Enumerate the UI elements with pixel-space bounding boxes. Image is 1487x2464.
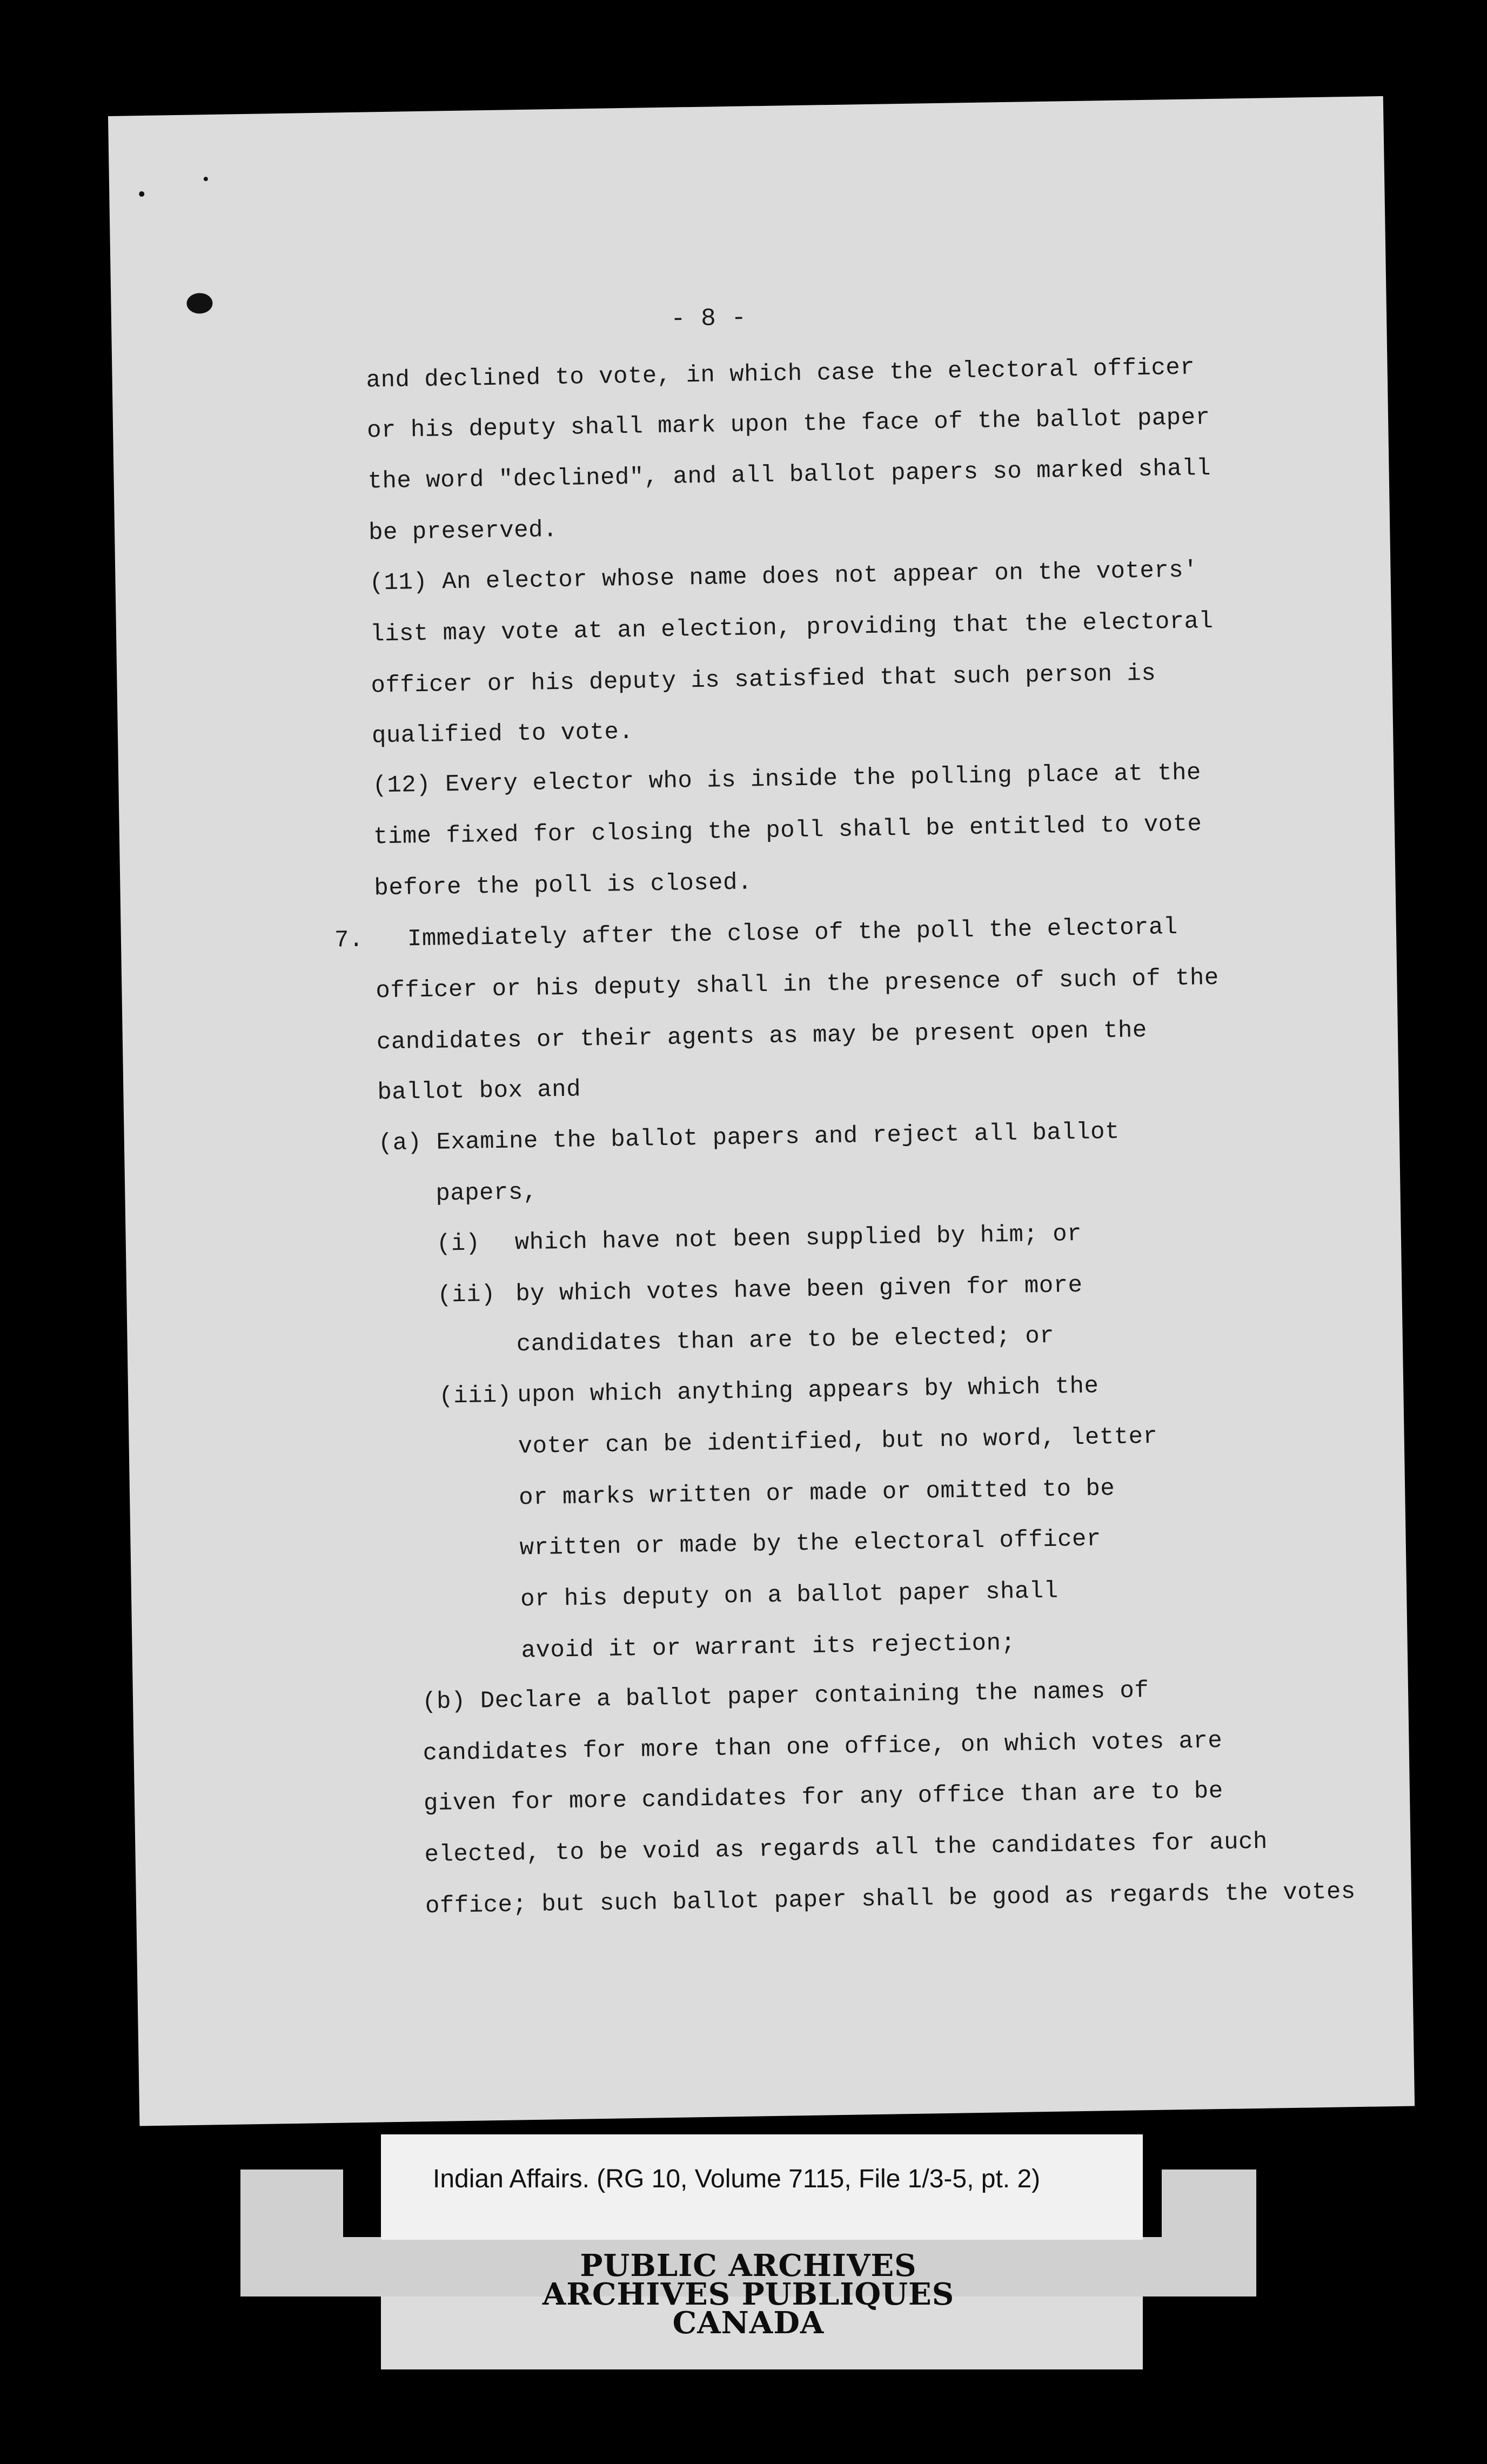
text-line: time fixed for closing the poll shall be entitled to vote <box>373 811 1202 851</box>
stamp-line: ARCHIVES PUBLIQUES <box>542 2276 955 2312</box>
typed-document-page <box>108 96 1415 2126</box>
text-line: qualified to vote. <box>371 718 634 750</box>
text-line: given for more candidates for any office than are to be <box>423 1777 1224 1818</box>
text-line: office; but such ballot paper shall be good as regards the votes <box>425 1878 1356 1920</box>
section-number: 7. <box>334 926 364 954</box>
item-marker: (i) <box>436 1230 480 1258</box>
text-line: papers, <box>436 1179 538 1208</box>
text-line: or his deputy shall mark upon the face of the ballot paper <box>366 404 1210 445</box>
ink-speck <box>139 191 144 197</box>
text-line: candidates than are to be elected; or <box>516 1322 1055 1358</box>
ink-speck <box>186 293 213 314</box>
text-line: candidates for more than one office, on which votes are <box>423 1727 1223 1767</box>
text-line: upon which anything appears by which the <box>517 1372 1099 1409</box>
stamp-notch <box>343 2170 381 2237</box>
text-line: be preserved. <box>368 517 558 547</box>
text-line: which have not been supplied by him; or <box>514 1220 1082 1257</box>
page-number: - 8 - <box>670 304 747 333</box>
text-line: (a) Examine the ballot papers and reject all ballot <box>378 1118 1120 1157</box>
text-line: before the poll is closed. <box>374 869 753 902</box>
text-line: officer or his deputy shall in the presence of such of the <box>376 964 1220 1005</box>
text-line: ballot box and <box>377 1076 581 1107</box>
archive-reference: Indian Affairs. (RG 10, Volume 7115, File 1/3-5, pt. 2) <box>433 2165 1041 2193</box>
text-line: candidates or their agents as may be present open the <box>376 1017 1148 1056</box>
text-line: by which votes have been given for more <box>515 1271 1083 1308</box>
text-line: (12) Every elector who is inside the polling place at the <box>372 759 1202 800</box>
text-line: written or made by the electoral officer <box>519 1525 1102 1562</box>
text-line: and declined to vote, in which case the electoral officer <box>366 354 1195 394</box>
text-line: or marks written or made or omitted to be <box>518 1475 1115 1512</box>
stamp-notch <box>1143 2170 1162 2237</box>
text-line: list may vote at an election, providing that the electoral <box>370 607 1214 648</box>
text-line: voter can be identified, but no word, letter <box>518 1423 1158 1461</box>
text-line: elected, to be void as regards all the candidates for auch <box>424 1828 1268 1869</box>
item-marker: (ii) <box>437 1281 496 1309</box>
text-line: or his deputy on a ballot paper shall <box>520 1577 1059 1613</box>
text-line: officer or his deputy is satisfied that such person is <box>371 660 1156 700</box>
stamp-line: PUBLIC ARCHIVES <box>580 2248 917 2284</box>
text-line: Immediately after the close of the poll the electoral <box>407 914 1178 953</box>
archive-reference-label <box>381 2134 1143 2240</box>
text-line: the word "declined", and all ballot papers so marked shall <box>367 455 1211 496</box>
stamp-line: CANADA <box>672 2305 825 2341</box>
item-marker: (iii) <box>438 1382 512 1410</box>
text-line: (b) Declare a ballot paper containing the names of <box>421 1677 1149 1716</box>
text-line: (11) An elector whose name does not appear on the voters' <box>369 557 1198 597</box>
text-line: avoid it or warrant its rejection; <box>521 1629 1016 1665</box>
ink-speck <box>204 177 208 181</box>
